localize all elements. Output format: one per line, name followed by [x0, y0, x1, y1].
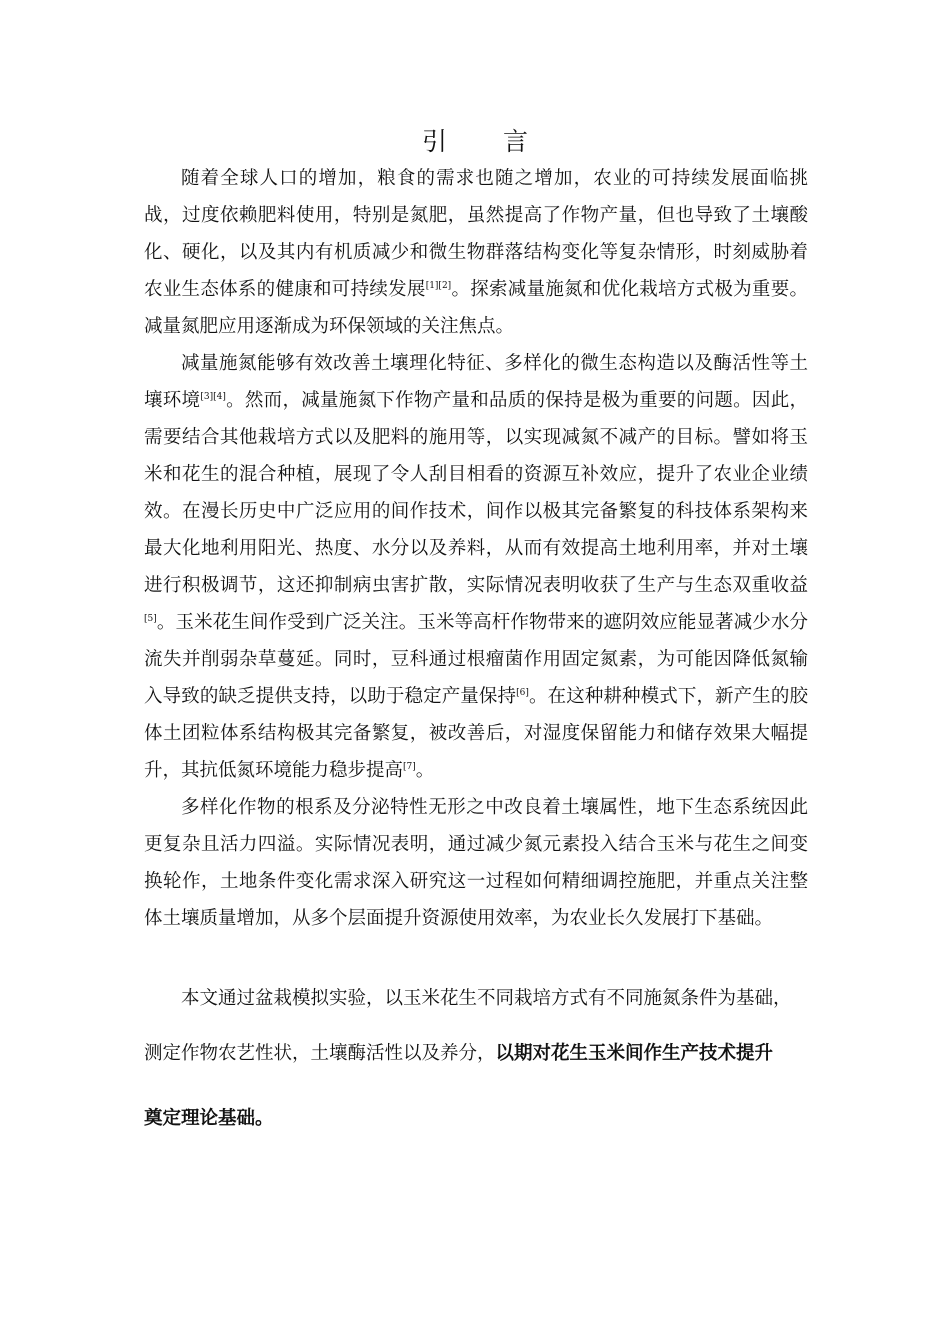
paragraph-4-line-1: 本文通过盆栽模拟实验，以玉米花生不同栽培方式有不同施氮条件为基础，	[181, 988, 792, 1009]
paragraph-4-line-3: 奠定理论基础。	[144, 1108, 274, 1129]
citation-7: [7]	[403, 762, 416, 772]
paragraph-2-text-b: 。然而，减量施氮下作物产量和品质的保持是极为重要的问题。因此，需要结合其他栽培方式以及肥料的施用等，以实现减氮不减产的目标。譬如将玉米和花生的混合种植，展现了令人刮目相看的资源互补效应，提升了农业企业绩效。在漫长历史中广泛应用的间作技术，间作以极其完备繁复的科技体系架构来最大化地利用阳光、热度、水分以及养料，从而有效提高土地利用率，并对土壤进行积极调节，这还抑制病虫害扩散，实际情况表明收获了生产与生态双重收益	[144, 390, 808, 596]
paragraph-1-text-b: 。探索减量施氮和优化栽培方式极为重要。减量氮肥应用逐渐成为环保领域的关注焦点。	[144, 279, 808, 337]
paragraph-2	[144, 345, 808, 789]
body-text	[144, 160, 808, 937]
paragraph-2-text-a: 减量施氮能够有效改善土壤理化特征、多样化的微生态构造以及酶活性等土壤环境	[144, 353, 808, 411]
paragraph-1-text-a: 随着全球人口的增加，粮食的需求也随之增加，农业的可持续发展面临挑战，过度依赖肥料使用，特别是氮肥，虽然提高了作物产量，但也导致了土壤酸化、硬化，以及其内有机质减少和微生物群落结构变化等复杂情形，时刻威胁着农业生态体系的健康和可持续发展	[144, 168, 808, 300]
paragraph-2-text-c: 。玉米花生间作受到广泛关注。玉米等高杆作物带来的遮阴效应能显著减少水分流失并削弱杂草蔓延。同时，豆科通过根瘤菌作用固定氮素，为可能因降低氮输入导致的缺乏提供支持，以助于稳定产量保持	[144, 612, 808, 707]
paragraph-3-text: 多样化作物的根系及分泌特性无形之中改良着土壤属性，地下生态系统因此更复杂且活力四溢。实际情况表明，通过减少氮元素投入结合玉米与花生之间变换轮作，土地条件变化需求深入研究这一过程如何精细调控施肥，并重点关注整体土壤质量增加，从多个层面提升资源使用效率，为农业长久发展打下基础。	[144, 797, 808, 929]
citation-1-2: [1][2]	[425, 281, 452, 291]
paragraph-4	[144, 980, 808, 1137]
citation-6: [6]	[516, 688, 529, 698]
section-title: 引 言	[422, 127, 552, 156]
citation-5: [5]	[144, 614, 157, 624]
paragraph-4-line-2-plain: 测定作物农艺性状，土壤酶活性以及养分，	[144, 1043, 496, 1064]
citation-3-4: [3][4]	[200, 392, 226, 402]
paragraph-2-text-d: 。在这种耕种模式下，新产生的胶体土团粒体系结构极其完备繁复，被改善后，对湿度保留能力和储存效果大幅提升，其抗低氮环境能力稳步提高	[144, 686, 808, 781]
paragraph-4-line-2	[144, 1035, 808, 1072]
paragraph-1	[144, 160, 808, 345]
paragraph-3	[144, 789, 808, 937]
paragraph-4-line-2-bold: 以期对花生玉米间作生产技术提升	[495, 1043, 774, 1064]
paragraph-2-text-e: 。	[415, 760, 435, 781]
